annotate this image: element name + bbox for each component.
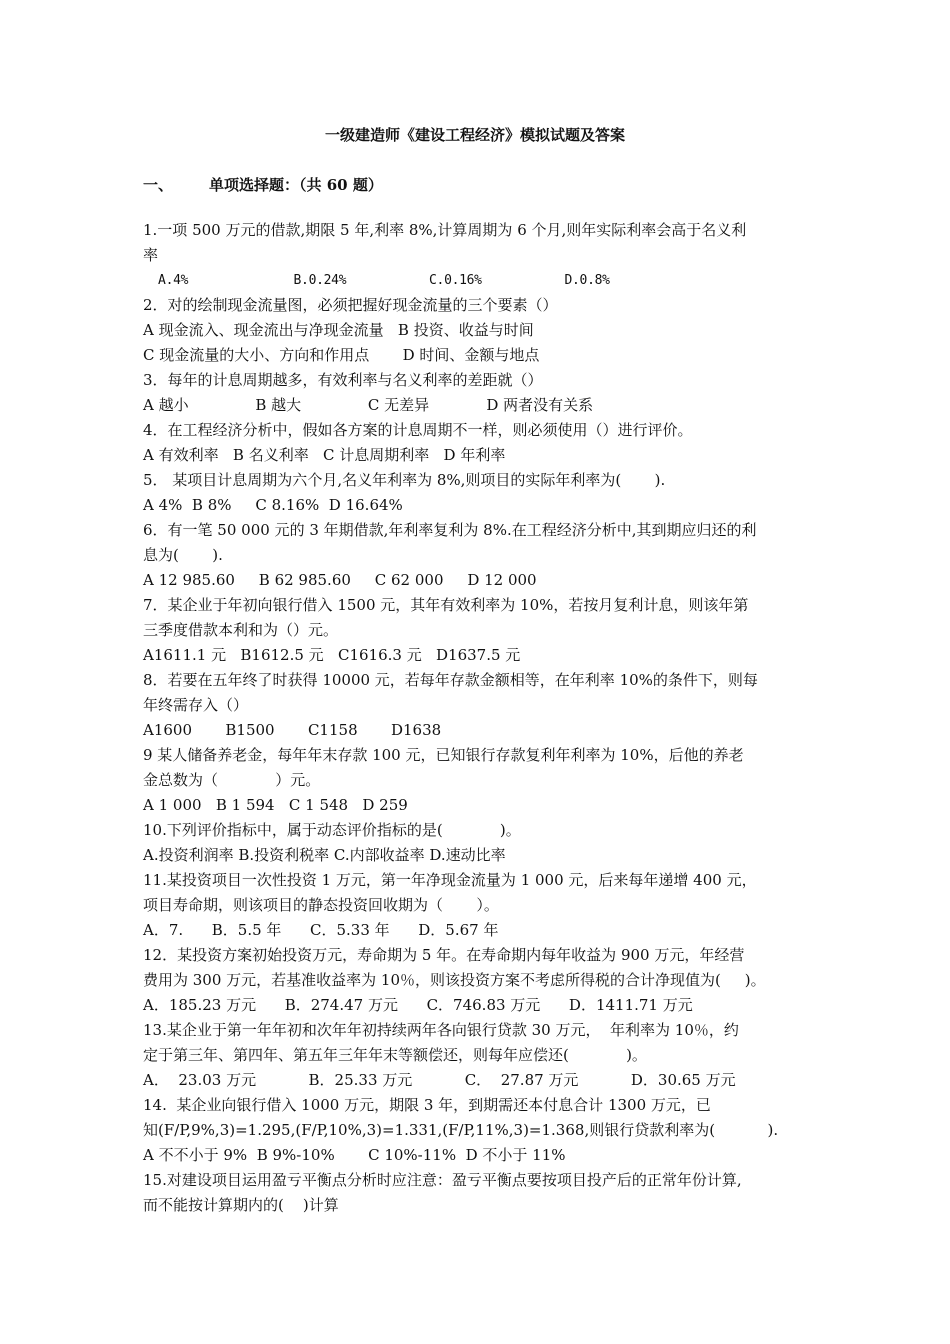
text-line: 知(F/P,9%,3)=1.295,(F/P,10%,3)=1.331,(F/P,11%,3)=1.368,则银行贷款利率为( ). (143, 1121, 779, 1139)
text-line: A 1 000 B 1 594 C 1 548 D 259 (143, 796, 408, 814)
text-line: 定于第三年、第四年、第五年三年年末等额偿还，则每年应偿还( )。 (143, 1046, 647, 1064)
text-line: 三季度借款本利和为（）元。 (143, 621, 339, 639)
text-line: A1600 B1500 C1158 D1638 (143, 721, 442, 739)
text-line: A 不不小于 9% B 9%-10% C 10%-11% D 不小于 11% (143, 1146, 566, 1164)
text-line: 年终需存入（） (143, 696, 249, 714)
text-line: 12．某投资方案初始投资万元，寿命期为 5 年。在寿命期内每年收益为 900 万元，年经营 (143, 946, 745, 964)
question-list (143, 218, 811, 1218)
text-line: A 现金流入、现金流出与净现金流量 B 投资、收益与时间 (143, 321, 534, 339)
text-line: 费用为 300 万元，若基准收益率为 10％，则该投资方案不考虑所得税的合计净现值为( )。 (143, 971, 766, 989)
text-line: A 4% B 8% C 8.16% D 16.64% (143, 496, 403, 514)
text-line: 4．在工程经济分析中，假如各方案的计息周期不一样，则必须使用（）进行评价。 (143, 421, 693, 439)
text-line: 9 某人储备养老金，每年年末存款 100 元，已知银行存款复利年利率为 10%，后他的养老 (143, 746, 744, 764)
text-line: 8．若要在五年终了时获得 10000 元，若每年存款金额相等，在年利率 10%的条件下，则每 (143, 671, 758, 689)
text-line: 13.某企业于第一年年初和次年年初持续两年各向银行贷款 30 万元， 年利率为 10％，约 (143, 1021, 739, 1039)
text-line: A.投资利润率 B.投资利税率 C.内部收益率 D.速动比率 (143, 846, 506, 864)
text-line: 5． 某项目计息周期为六个月,名义年利率为 8%,则项目的实际年利率为( ). (143, 471, 666, 489)
text-line: A 12 985.60 B 62 985.60 C 62 000 D 12 000 (143, 571, 537, 589)
text-line: 11.某投资项目一次性投资 1 万元，第一年净现金流量为 1 000 元，后来每年递增 400 元， (143, 871, 757, 889)
section-heading (143, 174, 383, 195)
text-line: 金总数为（ ）元。 (143, 771, 321, 789)
text-line: 2．对的绘制现金流量图，必须把握好现金流量的三个要素（） (143, 296, 558, 314)
document-title: 一级建造师《建设工程经济》模拟试题及答案 (324, 126, 625, 144)
text-line: 而不能按计算期内的( )计算 (143, 1196, 339, 1214)
text-line: 1.一项 500 万元的借款,期限 5 年,利率 8%,计算周期为 6 个月,则年实际利率会高于名义利 (143, 221, 747, 239)
text-line: 10.下列评价指标中，属于动态评价指标的是( )。 (143, 821, 521, 839)
text-line: 14. 某企业向银行借入 1000 万元，期限 3 年，到期需还本付息合计 1300 万元，已 (143, 1096, 711, 1114)
text-line: A1611.1 元 B1612.5 元 C1616.3 元 D1637.5 元 (143, 646, 521, 664)
text-line: A 越小 B 越大 C 无差异 D 两者没有关系 (143, 396, 594, 414)
text-line: 15.对建设项目运用盈亏平衡点分析时应注意：盈亏平衡点要按项目投产后的正常年份计算, (143, 1171, 742, 1189)
text-line: A．7. B．5.5 年 C．5.33 年 D．5.67 年 (143, 921, 499, 939)
section-number: 一、 (143, 176, 174, 194)
text-line: 6．有一笔 50 000 元的 3 年期借款,年利率复利为 8%.在工程经济分析中,其到期应归还的利 (143, 521, 757, 539)
section-title: 单项选择题：（共 60 题） (209, 176, 383, 194)
text-line: 息为( ). (143, 546, 223, 564)
text-line: A 有效利率 B 名义利率 C 计息周期利率 D 年利率 (143, 446, 506, 464)
text-line: A.4% B.0.24% C.0.16% D.0.8% (143, 273, 610, 288)
text-line: A． 23.03 万元 B．25.33 万元 C． 27.87 万元 D．30.65 万元 (143, 1071, 736, 1089)
text-line: 3．每年的计息周期越多，有效利率与名义利率的差距就（） (143, 371, 543, 389)
text-line: C 现金流量的大小、方向和作用点 D 时间、金额与地点 (143, 346, 540, 364)
text-line: 率 (143, 246, 159, 264)
text-line: A．185.23 万元 B．274.47 万元 C．746.83 万元 D．1411.71 万元 (143, 996, 693, 1014)
text-line: 项目寿命期，则该项目的静态投资回收期为（ ）。 (143, 896, 499, 914)
text-line: 7．某企业于年初向银行借入 1500 元，其年有效利率为 10%，若按月复利计息，则该年第 (143, 596, 749, 614)
